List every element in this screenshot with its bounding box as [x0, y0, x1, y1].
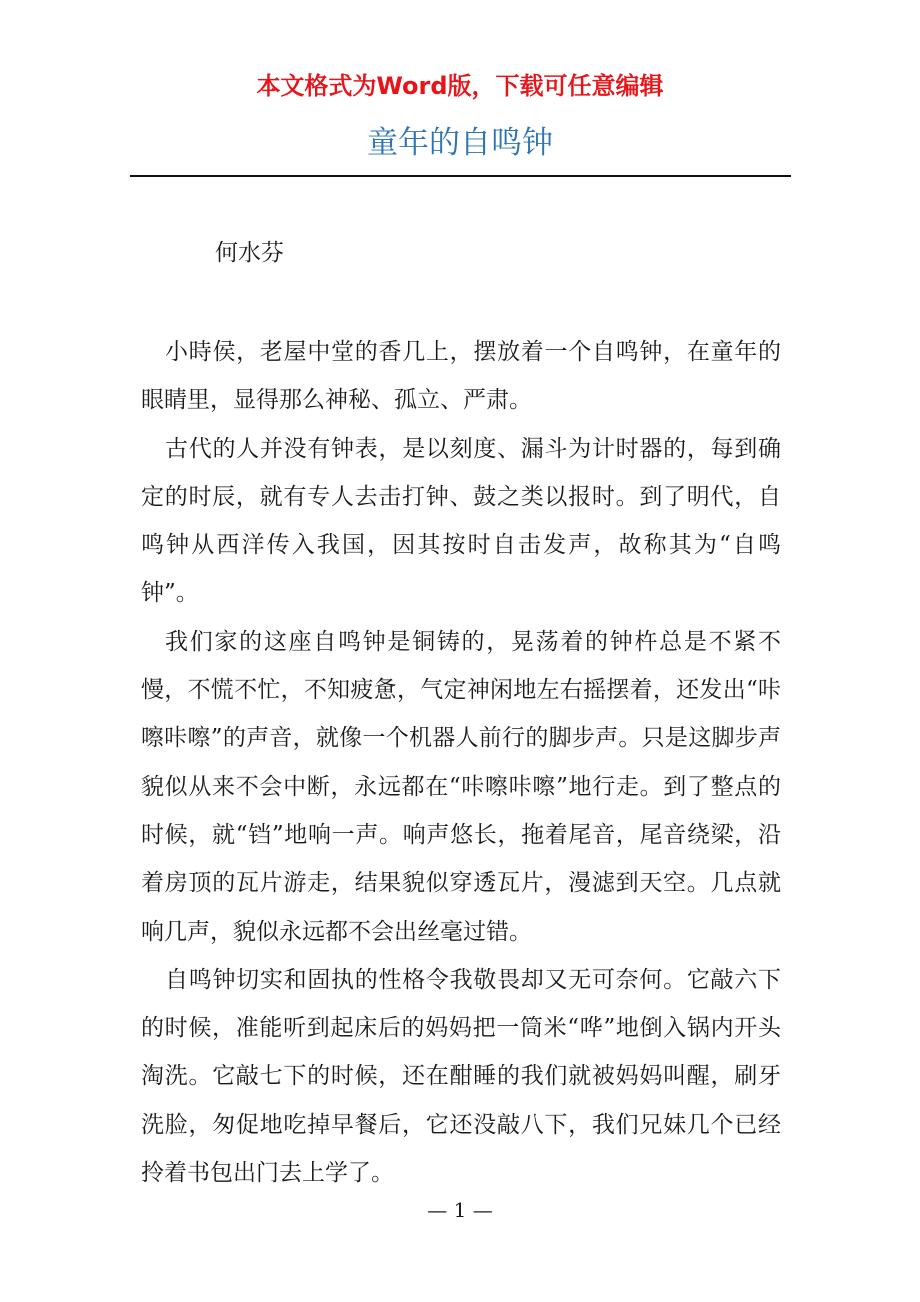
- page-number: — 1 —: [427, 1198, 493, 1222]
- paragraph: 小時侯，老屋中堂的香几上，摆放着一个自鸣钟，在童年的眼睛里，显得那么神秘、孤立、严肃。: [141, 339, 781, 414]
- document-title: 童年的自鸣钟: [367, 125, 553, 161]
- article-body: [141, 328, 781, 1197]
- paragraph: 古代的人并没有钟表，是以刻度、漏斗为计时器的，每到确定的时辰，就有专人去击打钟、鼓之类以报时。到了明代，自鸣钟从西洋传入我国，因其按时自击发声，故称其为“自鸣钟”。: [141, 435, 781, 607]
- author-name: 何水芬: [215, 240, 284, 266]
- title-divider: [130, 175, 791, 177]
- paragraph: 我们家的这座自鸣钟是铜铸的，晃荡着的钟杵总是不紧不慢，不慌不忙，不知疲惫，气定神闲地左右摇摆着，还发出“咔嚓咔嚓”的声音，就像一个机器人前行的脚步声。只是这脚步声貌似从来不会中断，永远都在“咔嚓咔嚓”地行走。到了整点的时候，就“铛”地响一声。响声悠长，拖着尾音，尾音绕梁，沿着房顶的瓦片游走，结果貌似穿透瓦片，漫滤到天空。几点就响几声，貌似永远都不会出丝毫过错。: [141, 628, 781, 945]
- format-notice-banner: 本文格式为Word版，下载可任意编辑: [256, 72, 664, 100]
- paragraph: 自鸣钟切实和固执的性格令我敬畏却又无可奈何。它敲六下的时候，准能听到起床后的妈妈把一筒米“哗”地倒入锅内开头淘洗。它敲七下的时候，还在酣睡的我们就被妈妈叫醒，刷牙洗脸，匆促地吃掉早餐后，它还没敲八下，我们兄妹几个已经拎着书包出门去上学了。: [141, 966, 781, 1187]
